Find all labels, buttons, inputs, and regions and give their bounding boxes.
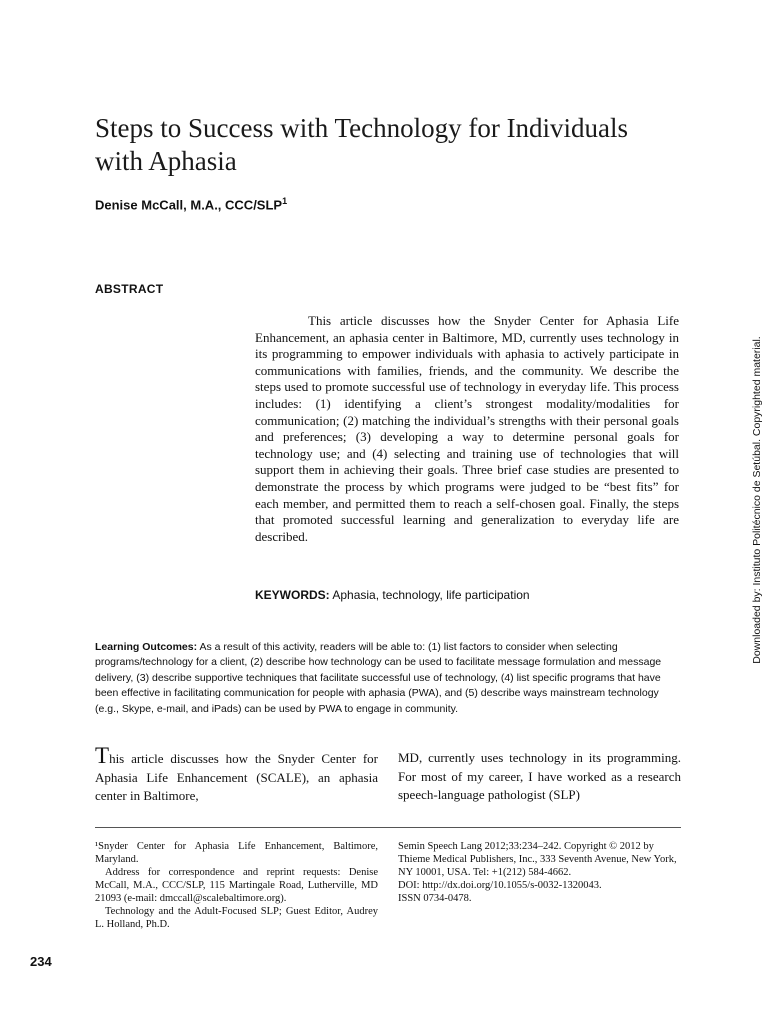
article-title: Steps to Success with Technology for Individuals with Aphasia xyxy=(95,113,629,176)
keywords xyxy=(255,588,530,602)
issn: ISSN 0734-0478. xyxy=(398,893,472,904)
citation: Semin Speech Lang 2012;33:234–242. Copyright © 2012 by Thieme Medical Publishers, Inc., 333 Seventh Avenue, New York, NY 10001, USA. Tel: +1(212) 584-4662. xyxy=(398,841,677,878)
footnotes-left xyxy=(95,840,378,931)
body-column-right: MD, currently uses technology in its programming. For most of my career, I have worked as a research speech-language pathologist (SLP) xyxy=(398,750,681,803)
page-number: 234 xyxy=(30,954,52,969)
learning-outcomes-label: Learning Outcomes: xyxy=(95,641,198,653)
author-affiliation-mark: 1 xyxy=(282,196,288,206)
body-text-left: his article discusses how the Snyder Center for Aphasia Life Enhancement (SCALE), an aphasia center in Baltimore, xyxy=(95,751,378,804)
abstract-body: This article discusses how the Snyder Center for Aphasia Life Enhancement, an aphasia center in Baltimore, MD, currently uses technology in its programming to empower individuals with aphasia to actively participate in communications with families, friends, and the community. We describe the steps used to promote successful use of technology in everyday life. This process includes: (1) identifying a client’s strongest modality/modalities for communication; (2) matching the individual’s strengths with their personal goals and preferences; (3) developing a way to determine personal goals for technology use; and (4) selecting and training use of technologies that will support them in achieving their goals. Three brief case studies are presented to demonstrate the process by which programs were judged to be “best fits” for each member, and permitted them to reach a self-chosen goal. Finally, the steps that promoted successful learning and generalization to everyday life are described. xyxy=(255,313,679,544)
body-column-left xyxy=(95,743,378,806)
footnote-affiliation: ¹Snyder Center for Aphasia Life Enhancement, Baltimore, Maryland. xyxy=(95,841,378,865)
doi: DOI: http://dx.doi.org/10.1055/s-0032-1320043. xyxy=(398,880,602,891)
footnotes-right xyxy=(398,840,681,905)
learning-outcomes-text: As a result of this activity, readers will be able to: (1) list factors to consider when selecting programs/technology for a client, (2) describe how technology can be used to facilitate message formulation and message delivery, (3) describe supportive techniques that facilitate successful use of technology, (4) list specific programs that have been effective in facilitating communication for people with aphasia (PWA), and (5) describe ways mainstream technology (e.g., Skype, e-mail, and iPads) can be used by PWA to engage in community. xyxy=(95,641,662,715)
author-name: Denise McCall, M.A., CCC/SLP xyxy=(95,197,283,213)
abstract-heading: ABSTRACT xyxy=(95,282,164,296)
download-notice: Downloaded by: Instituto Politécnico de Setúbal. Copyrighted material. xyxy=(751,336,763,664)
keywords-text: Aphasia, technology, life participation xyxy=(332,588,530,602)
footnote-address: Address for correspondence and reprint requests: Denise McCall, M.A., CCC/SLP, 115 Martingale Road, Lutherville, MD 21093 (e-mail: dmccall@scalebaltimore.org). xyxy=(95,867,378,904)
footnote-issue: Technology and the Adult-Focused SLP; Guest Editor, Audrey L. Holland, Ph.D. xyxy=(95,906,378,930)
footnote-divider xyxy=(95,827,681,828)
keywords-label: KEYWORDS: xyxy=(255,588,330,602)
learning-outcomes xyxy=(95,640,679,717)
drop-cap: T xyxy=(95,743,110,768)
download-notice-bar xyxy=(727,310,768,690)
author-line xyxy=(95,196,287,212)
